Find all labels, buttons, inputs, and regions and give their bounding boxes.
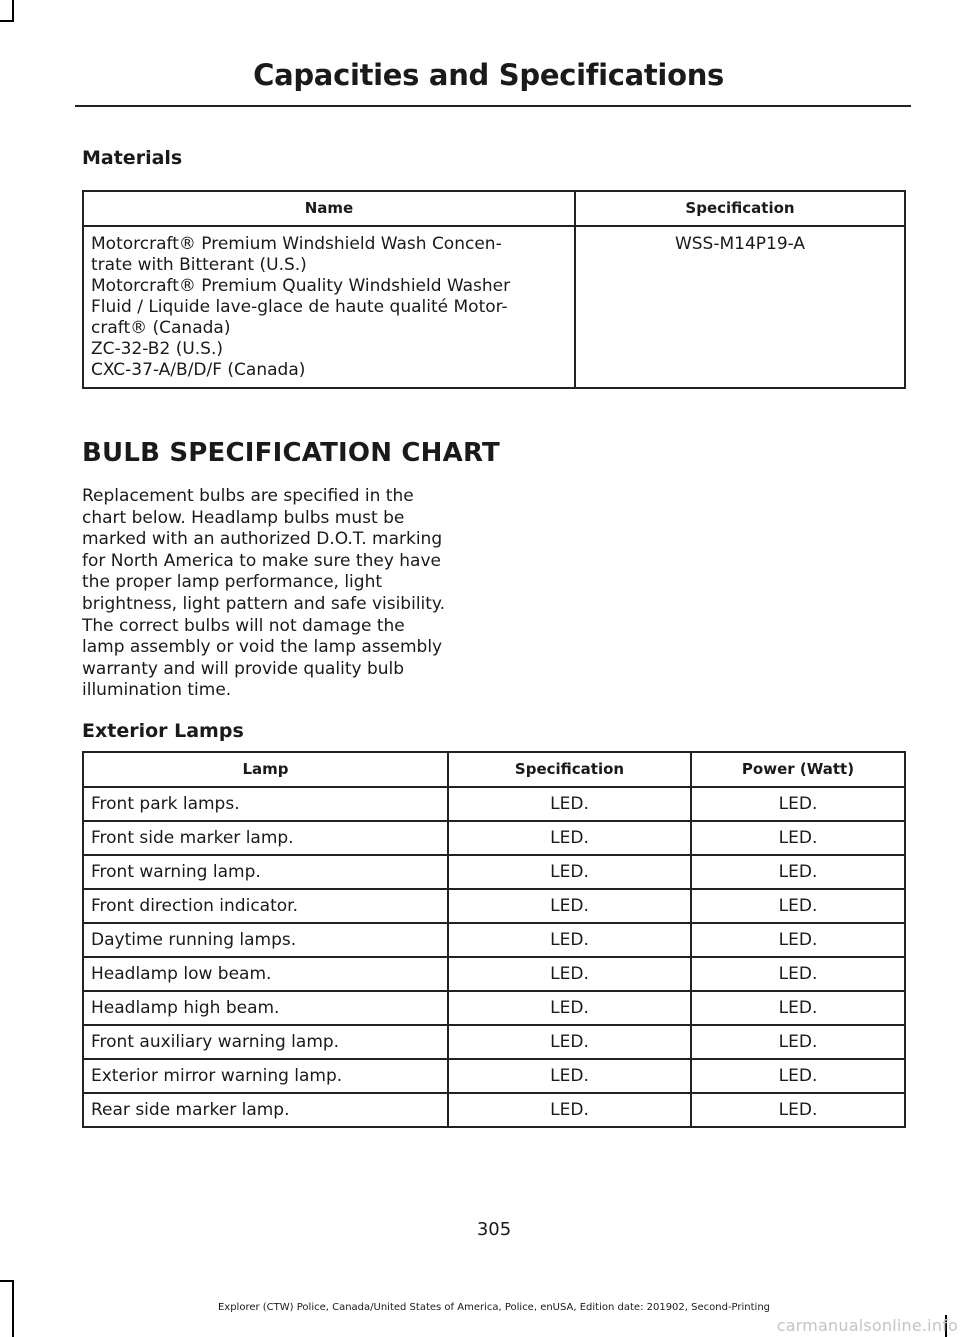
lamp-power-cell: LED. [691,1025,905,1059]
lamp-name-cell: Rear side marker lamp. [83,1093,448,1127]
column-header-lamp: Lamp [83,752,448,787]
materials-table [82,190,906,389]
table-row [83,226,905,388]
lamp-specification-cell: LED. [448,855,691,889]
lamp-power-cell: LED. [691,991,905,1025]
material-name-line: Motorcraft® Premium Quality Windshield Washer [91,276,511,296]
crop-mark [0,20,14,22]
material-name-line: Motorcraft® Premium Windshield Wash Concen- [91,234,502,254]
lamp-power-cell: LED. [691,923,905,957]
lamp-power-cell: LED. [691,821,905,855]
intro-line: lamp assembly or void the lamp assembly [82,637,443,658]
lamp-name-cell: Front direction indicator. [83,889,448,923]
lamp-name-cell: Headlamp low beam. [83,957,448,991]
materials-heading: Materials [82,147,183,169]
lamp-name-cell: Headlamp high beam. [83,991,448,1025]
table-row [83,1059,905,1093]
material-name-cell [83,226,575,388]
exterior-lamps-table [82,751,906,1128]
crop-mark [0,1280,14,1282]
lamp-name-cell: Front park lamps. [83,787,448,821]
lamp-specification-cell: LED. [448,991,691,1025]
table-row [83,991,905,1025]
lamp-specification-cell: LED. [448,923,691,957]
table-row [83,889,905,923]
lamp-specification-cell: LED. [448,1025,691,1059]
column-header-specification: Specification [448,752,691,787]
lamp-power-cell: LED. [691,1093,905,1127]
lamp-specification-cell: LED. [448,787,691,821]
table-row [83,821,905,855]
lamp-name-cell: Front side marker lamp. [83,821,448,855]
table-row [83,787,905,821]
intro-line: marked with an authorized D.O.T. marking [82,529,443,550]
intro-line: Replacement bulbs are specified in the [82,486,414,506]
intro-line: chart below. Headlamp bulbs must be [82,507,405,528]
intro-line: The correct bulbs will not damage the [82,615,405,636]
column-header-specification: Specification [575,191,905,226]
lamp-specification-cell: LED. [448,889,691,923]
table-row [83,957,905,991]
material-name-line: CXC-37-A/B/D/F (Canada) [91,360,306,380]
lamp-specification-cell: LED. [448,1059,691,1093]
material-name-line: ZC-32-B2 (U.S.) [91,339,223,359]
exterior-lamps-heading: Exterior Lamps [82,720,244,742]
page-number: 305 [476,1219,512,1240]
column-header-power: Power (Watt) [691,752,905,787]
header-divider [75,105,911,107]
intro-line: warranty and will provide quality bulb [82,658,405,679]
lamp-power-cell: LED. [691,1059,905,1093]
lamp-specification-cell: LED. [448,1093,691,1127]
lamp-name-cell: Front auxiliary warning lamp. [83,1025,448,1059]
lamp-name-cell: Exterior mirror warning lamp. [83,1059,448,1093]
section-title: BULB SPECIFICATION CHART [82,438,500,468]
lamp-power-cell: LED. [691,889,905,923]
table-row [83,923,905,957]
lamp-power-cell: LED. [691,855,905,889]
page-title: Capacities and Specifications [253,58,724,92]
footer-edition: Explorer (CTW) Police, Canada/United States of America, Police, enUSA, Edition date: 201902, Second-Printing [217,1302,771,1313]
intro-line: illumination time. [82,680,232,701]
table-row [83,1025,905,1059]
lamp-specification-cell: LED. [448,821,691,855]
material-specification-cell: WSS-M14P19-A [575,226,905,388]
column-header-name: Name [83,191,575,226]
table-row [83,855,905,889]
lamp-name-cell: Daytime running lamps. [83,923,448,957]
lamp-power-cell: LED. [691,957,905,991]
intro-line: for North America to make sure they have [82,550,441,571]
material-name-line: trate with Bitterant (U.S.) [91,255,307,275]
watermark: carmanualsonline.info [776,1316,958,1335]
material-name-line: craft® (Canada) [91,318,231,338]
intro-line: the proper lamp performance, light [82,572,383,593]
intro-paragraph [82,486,482,702]
lamp-power-cell: LED. [691,787,905,821]
lamp-name-cell: Front warning lamp. [83,855,448,889]
crop-mark [12,0,14,22]
intro-line: brightness, light pattern and safe visibility. [82,593,445,614]
material-name-line: Fluid / Liquide lave-glace de haute qualité Motor- [91,297,508,317]
table-row [83,1093,905,1127]
lamp-specification-cell: LED. [448,957,691,991]
